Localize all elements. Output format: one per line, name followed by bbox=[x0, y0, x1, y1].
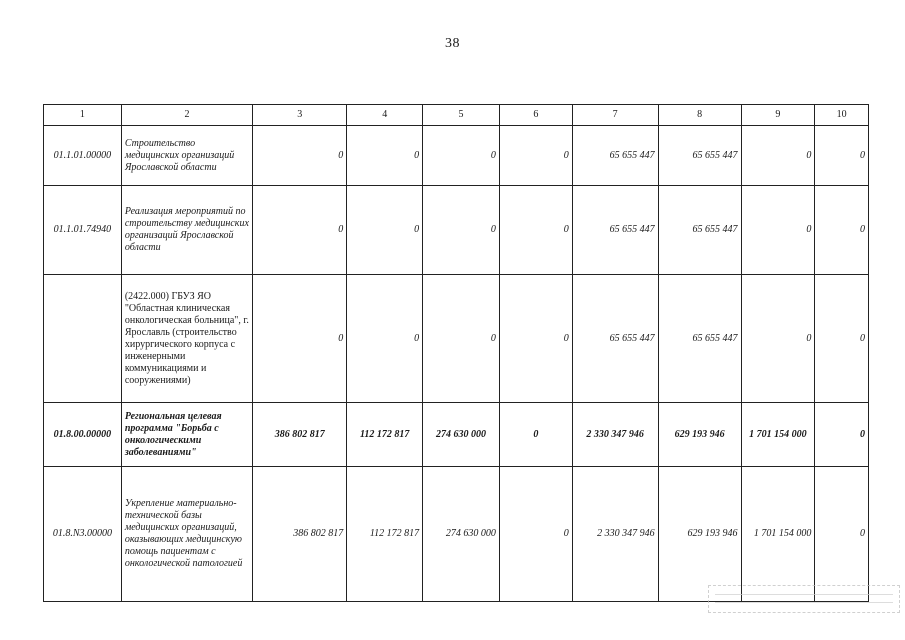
row-code: 01.1.01.00000 bbox=[44, 126, 122, 186]
cell-col9: 0 bbox=[741, 275, 815, 403]
cell-col10: 0 bbox=[815, 403, 869, 467]
table-row bbox=[44, 403, 869, 467]
cell-col6: 0 bbox=[499, 186, 572, 275]
cell-col4: 0 bbox=[347, 126, 423, 186]
cell-col10: 0 bbox=[815, 467, 869, 602]
column-header: 7 bbox=[572, 105, 658, 126]
row-code bbox=[44, 275, 122, 403]
faded-stamp bbox=[708, 585, 900, 613]
cell-col3: 386 802 817 bbox=[253, 403, 347, 467]
cell-col10: 0 bbox=[815, 126, 869, 186]
column-header: 2 bbox=[121, 105, 252, 126]
cell-col9: 0 bbox=[741, 186, 815, 275]
column-header: 4 bbox=[347, 105, 423, 126]
cell-col9: 1 701 154 000 bbox=[741, 403, 815, 467]
column-header: 1 bbox=[44, 105, 122, 126]
cell-col7: 2 330 347 946 bbox=[572, 403, 658, 467]
cell-col7: 65 655 447 bbox=[572, 126, 658, 186]
cell-col4: 0 bbox=[347, 275, 423, 403]
cell-col3: 0 bbox=[253, 275, 347, 403]
cell-col5: 274 630 000 bbox=[423, 403, 500, 467]
cell-col8: 629 193 946 bbox=[658, 403, 741, 467]
cell-col6: 0 bbox=[499, 403, 572, 467]
cell-col7: 65 655 447 bbox=[572, 275, 658, 403]
cell-col6: 0 bbox=[499, 126, 572, 186]
column-header: 10 bbox=[815, 105, 869, 126]
row-name: Строительство медицинских организаций Ярославской области bbox=[121, 126, 252, 186]
row-name: (2422.000) ГБУЗ ЯО "Областная клиническая онкологическая больница", г. Ярославль (строительство хирургического корпуса с инженерными коммуникациями и сооружениями) bbox=[121, 275, 252, 403]
cell-col6: 0 bbox=[499, 275, 572, 403]
row-code: 01.8.N3.00000 bbox=[44, 467, 122, 602]
column-header: 5 bbox=[423, 105, 500, 126]
budget-table bbox=[43, 104, 869, 602]
cell-col3: 0 bbox=[253, 186, 347, 275]
column-header: 9 bbox=[741, 105, 815, 126]
cell-col4: 0 bbox=[347, 186, 423, 275]
row-name: Реализация мероприятий по строительству медицинских организаций Ярославской области bbox=[121, 186, 252, 275]
table-row bbox=[44, 186, 869, 275]
cell-col7: 65 655 447 bbox=[572, 186, 658, 275]
column-header: 3 bbox=[253, 105, 347, 126]
cell-col9: 0 bbox=[741, 126, 815, 186]
cell-col3: 0 bbox=[253, 126, 347, 186]
cell-col8: 65 655 447 bbox=[658, 126, 741, 186]
table-row bbox=[44, 467, 869, 602]
column-header: 6 bbox=[499, 105, 572, 126]
cell-col6: 0 bbox=[499, 467, 572, 602]
cell-col8: 65 655 447 bbox=[658, 186, 741, 275]
table-row bbox=[44, 126, 869, 186]
cell-col8: 65 655 447 bbox=[658, 275, 741, 403]
row-code: 01.1.01.74940 bbox=[44, 186, 122, 275]
cell-col7: 2 330 347 946 bbox=[572, 467, 658, 602]
row-code: 01.8.00.00000 bbox=[44, 403, 122, 467]
row-name: Региональная целевая программа "Борьба с онкологическими заболеваниями" bbox=[121, 403, 252, 467]
cell-col5: 0 bbox=[423, 126, 500, 186]
cell-col8: 629 193 946 bbox=[658, 467, 741, 602]
cell-col3: 386 802 817 bbox=[253, 467, 347, 602]
cell-col9: 1 701 154 000 bbox=[741, 467, 815, 602]
cell-col5: 0 bbox=[423, 275, 500, 403]
cell-col10: 0 bbox=[815, 186, 869, 275]
page-number: 38 bbox=[445, 36, 460, 51]
row-name: Укрепление материально-технической базы медицинских организаций, оказывающих медицинскую помощь пациентам с онкологической патологией bbox=[121, 467, 252, 602]
table-header-row bbox=[44, 105, 869, 126]
cell-col5: 0 bbox=[423, 186, 500, 275]
column-header: 8 bbox=[658, 105, 741, 126]
cell-col4: 112 172 817 bbox=[347, 403, 423, 467]
table-row bbox=[44, 275, 869, 403]
cell-col4: 112 172 817 bbox=[347, 467, 423, 602]
cell-col5: 274 630 000 bbox=[423, 467, 500, 602]
cell-col10: 0 bbox=[815, 275, 869, 403]
